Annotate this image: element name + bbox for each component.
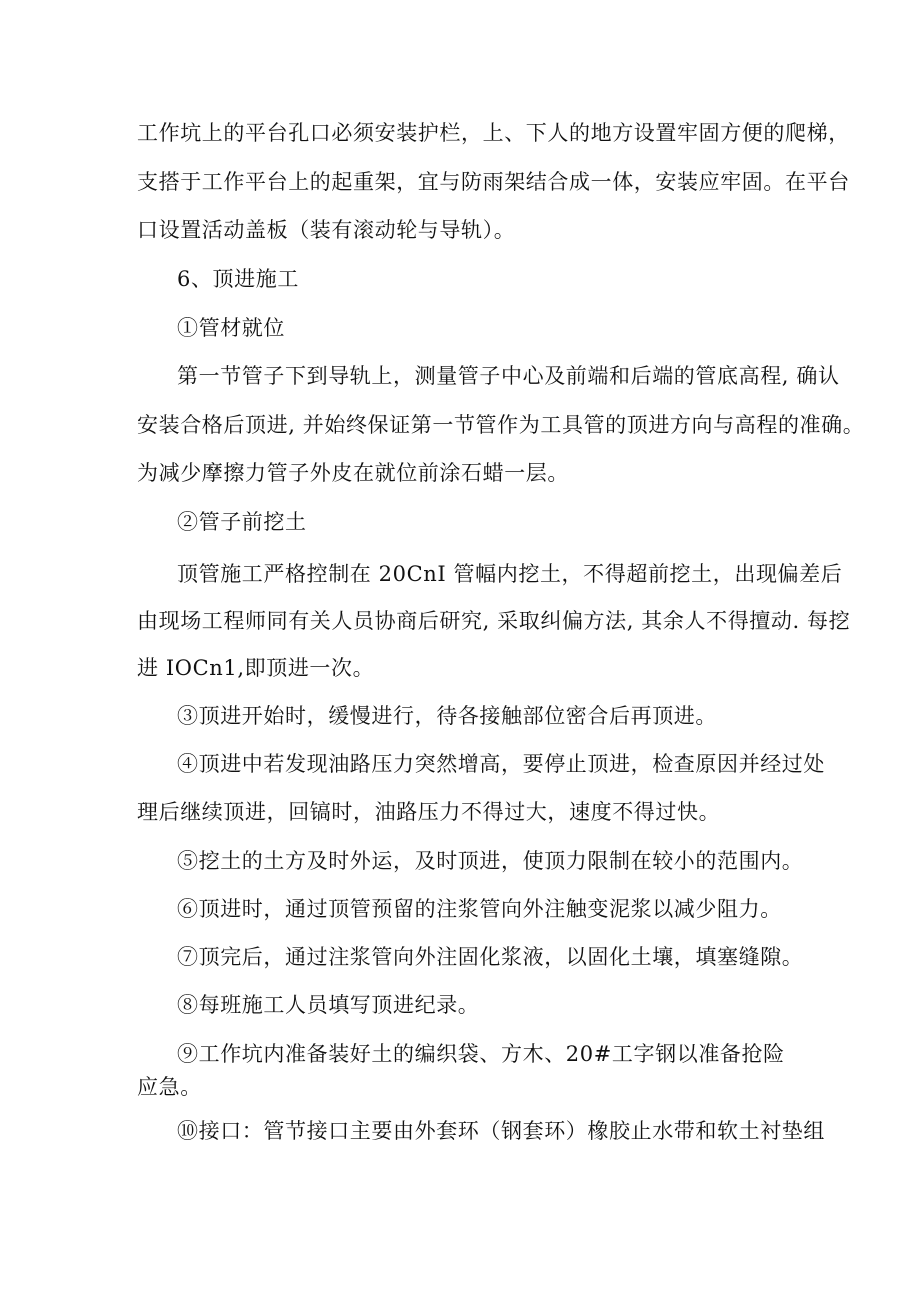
paragraph-line: 安装合格后顶进, 并始终保证第一节管作为工具管的顶进方向与高程的准确。 bbox=[137, 413, 865, 437]
paragraph-line: ⑨工作坑内准备装好土的编织袋、方木、20#工字钢以准备抢险 bbox=[177, 1042, 785, 1066]
paragraph-line: ⑤挖土的土方及时外运，及时顶进，使顶力限制在较小的范围内。 bbox=[177, 849, 804, 873]
paragraph-line: ⑥顶进时，通过顶管预留的注浆管向外注触变泥浆以减少阻力。 bbox=[177, 897, 782, 921]
item-heading: ①管材就位 bbox=[177, 316, 285, 340]
paragraph-line: ⑦顶完后，通过注浆管向外注固化浆液，以固化土壤，填塞缝隙。 bbox=[177, 945, 804, 969]
paragraph-line: 应急。 bbox=[137, 1075, 202, 1099]
paragraph-line: ③顶进开始时，缓慢进行，待各接触部位密合后再顶进。 bbox=[177, 704, 717, 728]
item-heading: ②管子前挖土 bbox=[177, 510, 307, 534]
paragraph-line: 理后继续顶进，回镐时，油路压力不得过大，速度不得过快。 bbox=[137, 800, 721, 824]
paragraph-line: ④顶进中若发现油路压力突然增高，要停止顶进，检查原因并经过处 bbox=[177, 752, 825, 776]
paragraph-line: ⑩接口：管节接口主要由外套环（钢套环）橡胶止水带和软土衬垫组 bbox=[177, 1119, 825, 1143]
paragraph-line: 由现场工程师同有关人员协商后研究, 采取纠偏方法, 其余人不得擅动. 每挖 bbox=[137, 609, 851, 633]
paragraph-line: 为减少摩擦力管子外皮在就位前涂石蜡一层。 bbox=[137, 461, 569, 485]
section-heading: 6、顶进施工 bbox=[177, 267, 299, 291]
paragraph-line: 顶管施工严格控制在 20CnI 管幅内挖土，不得超前挖土，出现偏差后 bbox=[177, 562, 843, 586]
paragraph-line: 口设置活动盖板（装有滚动轮与导轨）。 bbox=[137, 218, 516, 242]
paragraph-line: 进 IOCn1,即顶进一次。 bbox=[137, 656, 375, 680]
paragraph-line: 第一节管子下到导轨上，测量管子中心及前端和后端的管底高程, 确认 bbox=[177, 364, 840, 388]
paragraph-line: ⑧每班施工人员填写顶进纪录。 bbox=[177, 993, 480, 1017]
paragraph-line: 支搭于工作平台上的起重架，宜与防雨架结合成一体，安装应牢固。在平台 bbox=[137, 170, 850, 194]
paragraph-line: 工作坑上的平台孔口必须安装护栏，上、下人的地方设置牢固方便的爬梯， bbox=[137, 121, 850, 145]
